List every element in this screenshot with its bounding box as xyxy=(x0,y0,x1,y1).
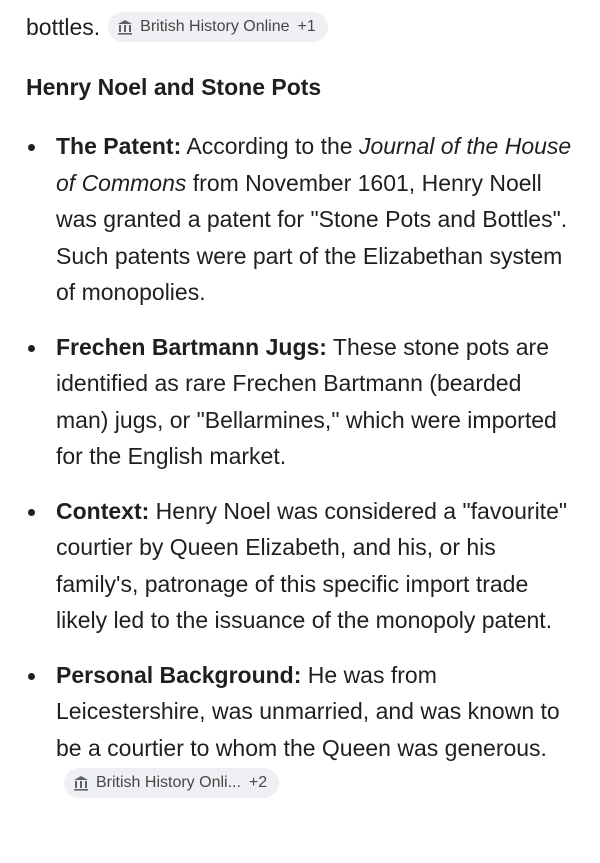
item-text: According to the xyxy=(181,133,359,159)
bullet-list xyxy=(26,128,580,803)
bullet-dot xyxy=(28,509,35,516)
list-item xyxy=(26,657,580,803)
item-text: He was from Leicestershire, was unmarried, and was known to be a courtier to whom the Queen was generous. xyxy=(56,661,560,761)
bullet-dot xyxy=(28,144,35,151)
source-chip[interactable] xyxy=(64,768,279,798)
bullet-dot xyxy=(28,345,35,352)
section-heading: Henry Noel and Stone Pots xyxy=(26,74,322,100)
item-text: from November 1601, Henry Noell was granted a patent for "Stone Pots and Bottles". Such patents were part of the Elizabethan system of monopolies. xyxy=(56,169,568,305)
list-item xyxy=(26,128,580,311)
continued-text: bottles. xyxy=(26,14,101,40)
item-text: Henry Noel was considered a "favourite" courtier by Queen Elizabeth, and his, or his family's, patronage of this specific import trade likely led to the issuance of the monopoly patent. xyxy=(56,497,568,633)
item-term: Personal Background: xyxy=(56,661,302,688)
building-columns-icon xyxy=(72,774,90,792)
continued-line xyxy=(26,10,328,44)
item-term: Frechen Bartmann Jugs: xyxy=(56,333,327,360)
source-chip[interactable] xyxy=(108,12,328,42)
building-columns-icon xyxy=(116,18,134,36)
item-text: These stone pots are identified as rare Frechen Bartmann (bearded man) jugs, or "Bellarmines," which were imported for the English market. xyxy=(56,333,557,469)
source-chip-label: British History Onli... xyxy=(96,773,241,791)
item-italic-title: Journal of the House of Commons xyxy=(56,133,572,196)
item-term: Context: xyxy=(56,497,150,524)
bullet-dot xyxy=(28,673,35,680)
source-chip-label: British History Online xyxy=(140,18,290,35)
item-term: The Patent: xyxy=(56,133,182,159)
source-chip-count: +1 xyxy=(297,18,316,35)
list-item xyxy=(26,329,580,475)
list-item xyxy=(26,493,580,639)
source-chip-count: +2 xyxy=(248,773,268,791)
